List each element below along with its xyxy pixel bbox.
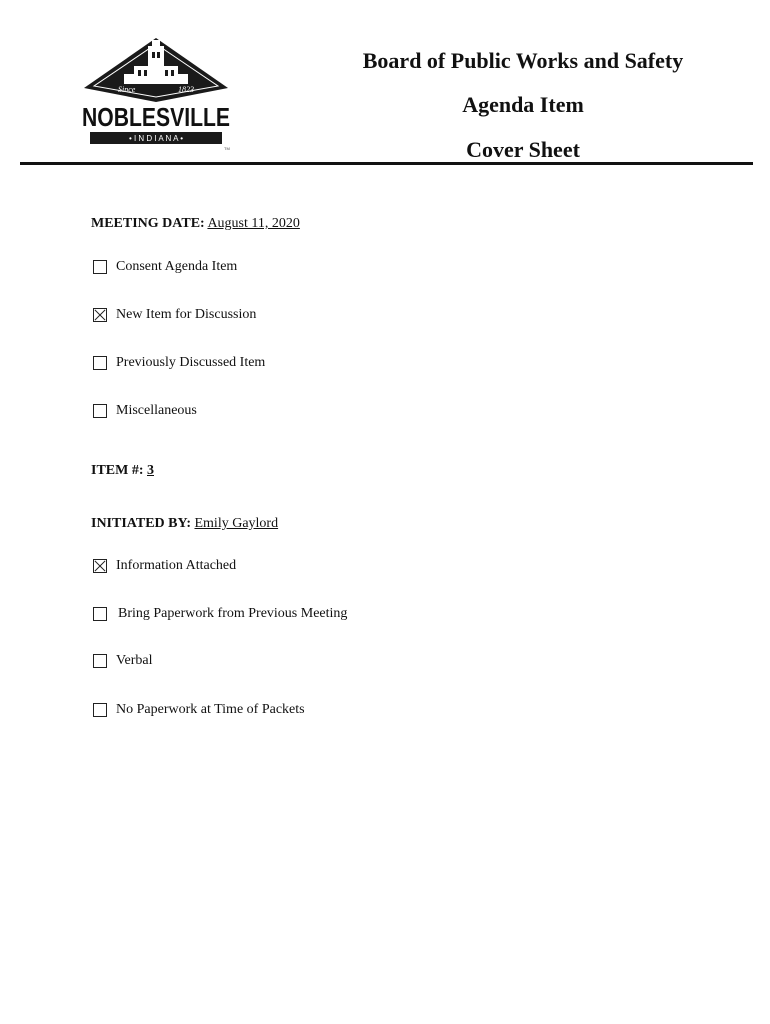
board-title: Board of Public Works and Safety — [362, 48, 684, 73]
meeting-date-label: MEETING DATE: — [91, 216, 205, 231]
checkbox-box-checked[interactable] — [93, 559, 107, 573]
logo-wordmark: NOBLESVILLE — [82, 102, 230, 132]
checkbox-bring-paperwork[interactable] — [93, 606, 347, 622]
checkbox-no-paperwork[interactable] — [93, 702, 305, 718]
checkbox-new-item[interactable] — [93, 307, 256, 323]
checkbox-box[interactable] — [93, 356, 107, 370]
checkbox-label: Information Attached — [116, 558, 237, 573]
noblesville-logo — [78, 36, 234, 156]
checkbox-box[interactable] — [93, 260, 107, 274]
checkbox-box[interactable] — [93, 404, 107, 418]
logo-state: • I N D I A N A • — [128, 134, 184, 143]
item-number-label: ITEM #: — [91, 463, 144, 478]
item-number-field — [91, 463, 154, 479]
agenda-item-title: Agenda Item — [462, 92, 584, 117]
cover-sheet-title: Cover Sheet — [466, 137, 580, 162]
checkbox-verbal[interactable] — [93, 653, 153, 669]
header-rule — [20, 162, 753, 165]
checkbox-label: New Item for Discussion — [116, 307, 257, 322]
checkbox-box-checked[interactable] — [93, 308, 107, 322]
x-mark-icon — [94, 309, 106, 321]
meeting-date-value[interactable]: August 11, 2020 — [207, 216, 300, 231]
initiated-by-field — [91, 516, 278, 532]
logo-year: 1823 — [178, 85, 194, 94]
checkbox-information-attached[interactable] — [93, 558, 236, 574]
checkbox-label: Verbal — [116, 653, 153, 668]
x-mark-icon — [94, 560, 106, 572]
checkbox-previously-discussed[interactable] — [93, 355, 265, 371]
meeting-date-field — [91, 216, 300, 232]
checkbox-label: Bring Paperwork from Previous Meeting — [118, 606, 348, 621]
checkbox-label: No Paperwork at Time of Packets — [116, 702, 305, 717]
initiated-by-value[interactable]: Emily Gaylord — [194, 516, 279, 531]
logo-since: Since — [118, 85, 136, 94]
checkbox-consent-agenda[interactable] — [93, 259, 237, 275]
checkbox-box[interactable] — [93, 703, 107, 717]
checkbox-miscellaneous[interactable] — [93, 403, 197, 419]
checkbox-label: Miscellaneous — [116, 403, 197, 418]
checkbox-label: Previously Discussed Item — [116, 355, 266, 370]
initiated-by-label: INITIATED BY: — [91, 516, 191, 531]
logo-tm: TM — [224, 146, 230, 151]
checkbox-box[interactable] — [93, 654, 107, 668]
item-number-value[interactable]: 3 — [147, 463, 154, 478]
checkbox-box[interactable] — [93, 607, 107, 621]
checkbox-label: Consent Agenda Item — [116, 259, 238, 274]
